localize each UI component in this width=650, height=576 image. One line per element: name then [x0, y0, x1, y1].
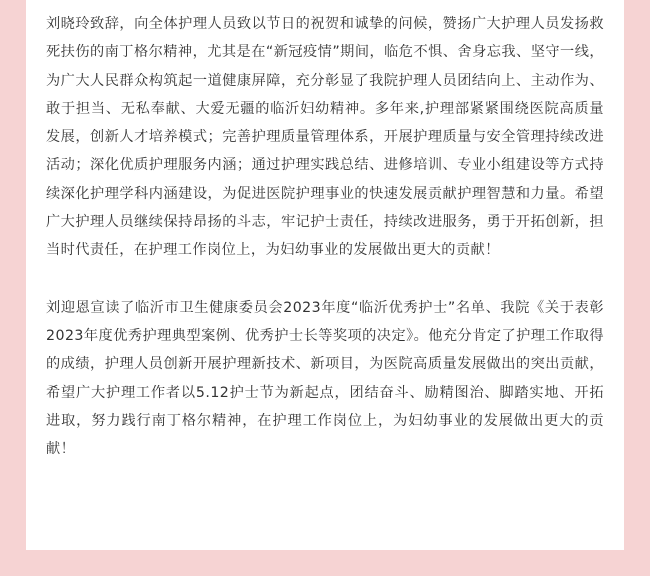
article-paragraph-announcement: 刘迎恩宣读了临沂市卫生健康委员会2023年度“临沂优秀护士”名单、我院《关于表彰2023年度优秀护理典型案例、优秀护士长等奖项的决定》。他充分肯定了护理工作取得的成绩，护理人员创新开展护理新技术、新项目，为医院高质量发展做出的突出贡献，希望广大护理工作者以5.12护士节为新起点，团结奋斗、励精图治、脚踏实地、开拓进取，努力践行南丁格尔精神，在护理工作岗位上，为妇幼事业的发展做出更大的贡献！ — [46, 299, 604, 458]
article-card — [26, 0, 624, 550]
article-paragraph-speech: 刘晓玲致辞，向全体护理人员致以节日的祝贺和诚挚的问候，赞扬广大护理人员发扬救死扶伤的南丁格尔精神，尤其是在“新冠疫情”期间，临危不惧、舍身忘我、坚守一线，为广大人民群众构筑起一道健康屏障，充分彰显了我院护理人员团结向上、主动作为、敢于担当、无私奉献、大爱无疆的临沂妇幼精神。多年来,护理部紧紧围绕医院高质量发展，创新人才培养模式；完善护理质量管理体系，开展护理质量与安全管理持续改进活动；深化优质护理服务内涵；通过护理实践总结、进修培训、专业小组建设等方式持续深化护理学科内涵建设，为促进医院护理事业的快速发展贡献护理智慧和力量。希望广大护理人员继续保持昂扬的斗志，牢记护士责任，持续改进服务，勇于开拓创新，担当时代责任，在护理工作岗位上，为妇幼事业的发展做出更大的贡献！ — [46, 16, 604, 259]
